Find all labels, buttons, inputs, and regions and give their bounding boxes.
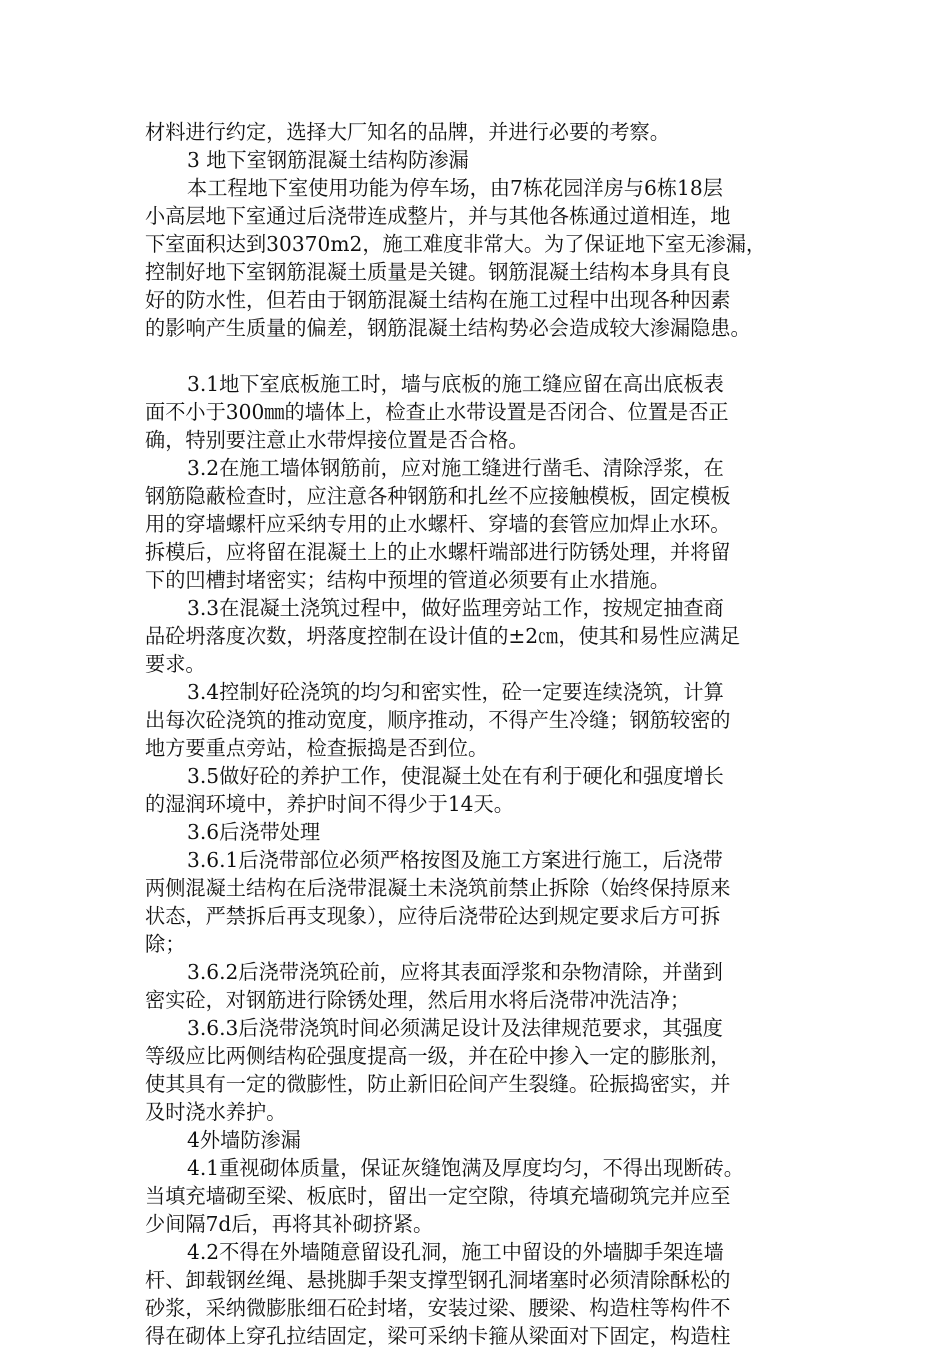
item-4-1-line: 少间隔7d后，再将其补砌挤紧。	[145, 1212, 434, 1236]
item-3-4-line: 出每次砼浇筑的推动宽度，顺序推动，不得产生冷缝；钢筋较密的	[145, 708, 731, 732]
item-3-6-heading: 3.6后浇带处理	[187, 820, 321, 844]
item-3-3-line: 3.3在混凝土浇筑过程中，做好监理旁站工作，按规定抽查商	[187, 596, 724, 620]
body-line: 材料进行约定，选择大厂知名的品牌，并进行必要的考察。	[145, 120, 670, 144]
item-3-1-line: 3.1地下室底板施工时，墙与底板的施工缝应留在高出底板表	[187, 372, 724, 396]
item-3-2-line: 下的凹槽封堵密实；结构中预埋的管道必须要有止水措施。	[145, 568, 670, 592]
section-heading-3: 3 地下室钢筋混凝土结构防渗漏	[187, 148, 469, 172]
item-3-2-line: 用的穿墙螺杆应采纳专用的止水螺杆、穿墙的套管应加焊止水环。	[145, 512, 731, 536]
item-3-6-3-line: 及时浇水养护。	[145, 1100, 287, 1124]
item-3-1-line: 确，特别要注意止水带焊接位置是否合格。	[145, 428, 529, 452]
item-3-3-line: 要求。	[145, 652, 206, 676]
item-4-2-line: 杆、卸载钢丝绳、悬挑脚手架支撑型钢孔洞堵塞时必须清除酥松的	[145, 1268, 731, 1292]
item-3-6-1-line: 3.6.1后浇带部位必须严格按图及施工方案进行施工，后浇带	[187, 848, 723, 872]
item-4-2-line: 砂浆，采纳微膨胀细石砼封堵，安装过梁、腰梁、构造柱等构件不	[145, 1296, 731, 1320]
item-4-1-line: 4.1重视砌体质量，保证灰缝饱满及厚度均匀，不得出现断砖。	[187, 1156, 744, 1180]
item-4-2-line: 4.2不得在外墙随意留设孔洞，施工中留设的外墙脚手架连墙	[187, 1240, 724, 1264]
section-heading-4: 4外墙防渗漏	[187, 1128, 301, 1152]
item-3-5-line: 3.5做好砼的养护工作，使混凝土处在有利于硬化和强度增长	[187, 764, 724, 788]
item-3-2-line: 钢筋隐蔽检查时，应注意各种钢筋和扎丝不应接触模板，固定模板	[145, 484, 731, 508]
document-page	[145, 118, 813, 1350]
item-3-6-3-line: 使其具有一定的微膨性，防止新旧砼间产生裂缝。砼振捣密实，并	[145, 1072, 731, 1096]
item-3-6-3-line: 等级应比两侧结构砼强度提高一级，并在砼中掺入一定的膨胀剂，	[145, 1044, 731, 1068]
paragraph-line: 本工程地下室使用功能为停车场，由7栋花园洋房与6栋18层	[187, 176, 723, 200]
item-3-6-1-line: 除；	[145, 932, 186, 956]
item-3-3-line: 品砼坍落度次数，坍落度控制在设计值的±2㎝，使其和易性应满足	[145, 624, 741, 648]
item-3-4-line: 3.4控制好砼浇筑的均匀和密实性，砼一定要连续浇筑，计算	[187, 680, 724, 704]
item-3-6-1-line: 状态，严禁拆后再支现象），应待后浇带砼达到规定要求后方可拆	[145, 904, 721, 928]
item-3-4-line: 地方要重点旁站，检查振捣是否到位。	[145, 736, 489, 760]
item-3-6-2-line: 3.6.2后浇带浇筑砼前，应将其表面浮浆和杂物清除，并凿到	[187, 960, 723, 984]
item-3-2-line: 拆模后，应将留在混凝土上的止水螺杆端部进行防锈处理，并将留	[145, 540, 731, 564]
item-4-1-line: 当填充墙砌至梁、板底时，留出一定空隙，待填充墙砌筑完并应至	[145, 1184, 731, 1208]
paragraph-line: 的影响产生质量的偏差，钢筋混凝土结构势必会造成较大渗漏隐患。	[145, 316, 751, 340]
paragraph-line: 小高层地下室通过后浇带连成整片，并与其他各栋通过道相连，地	[145, 204, 731, 228]
item-4-2-line: 得在砌体上穿孔拉结固定，梁可采纳卡箍从梁面对下固定，构造柱	[145, 1324, 731, 1348]
paragraph-line: 下室面积达到30370m2，施工难度非常大。为了保证地下室无渗漏，	[145, 232, 767, 256]
paragraph-line: 控制好地下室钢筋混凝土质量是关键。钢筋混凝土结构本身具有良	[145, 260, 731, 284]
item-3-2-line: 3.2在施工墙体钢筋前，应对施工缝进行凿毛、清除浮浆，在	[187, 456, 724, 480]
item-3-1-line: 面不小于300㎜的墙体上，检查止水带设置是否闭合、位置是否正	[145, 400, 729, 424]
item-3-6-3-line: 3.6.3后浇带浇筑时间必须满足设计及法律规范要求，其强度	[187, 1016, 723, 1040]
paragraph-gap	[145, 342, 813, 370]
paragraph-line: 好的防水性，但若由于钢筋混凝土结构在施工过程中出现各种因素	[145, 288, 731, 312]
item-3-6-1-line: 两侧混凝土结构在后浇带混凝土未浇筑前禁止拆除（始终保持原来	[145, 876, 731, 900]
item-3-5-line: 的湿润环境中，养护时间不得少于14天。	[145, 792, 514, 816]
item-3-6-2-line: 密实砼，对钢筋进行除锈处理，然后用水将后浇带冲洗洁净；	[145, 988, 691, 1012]
